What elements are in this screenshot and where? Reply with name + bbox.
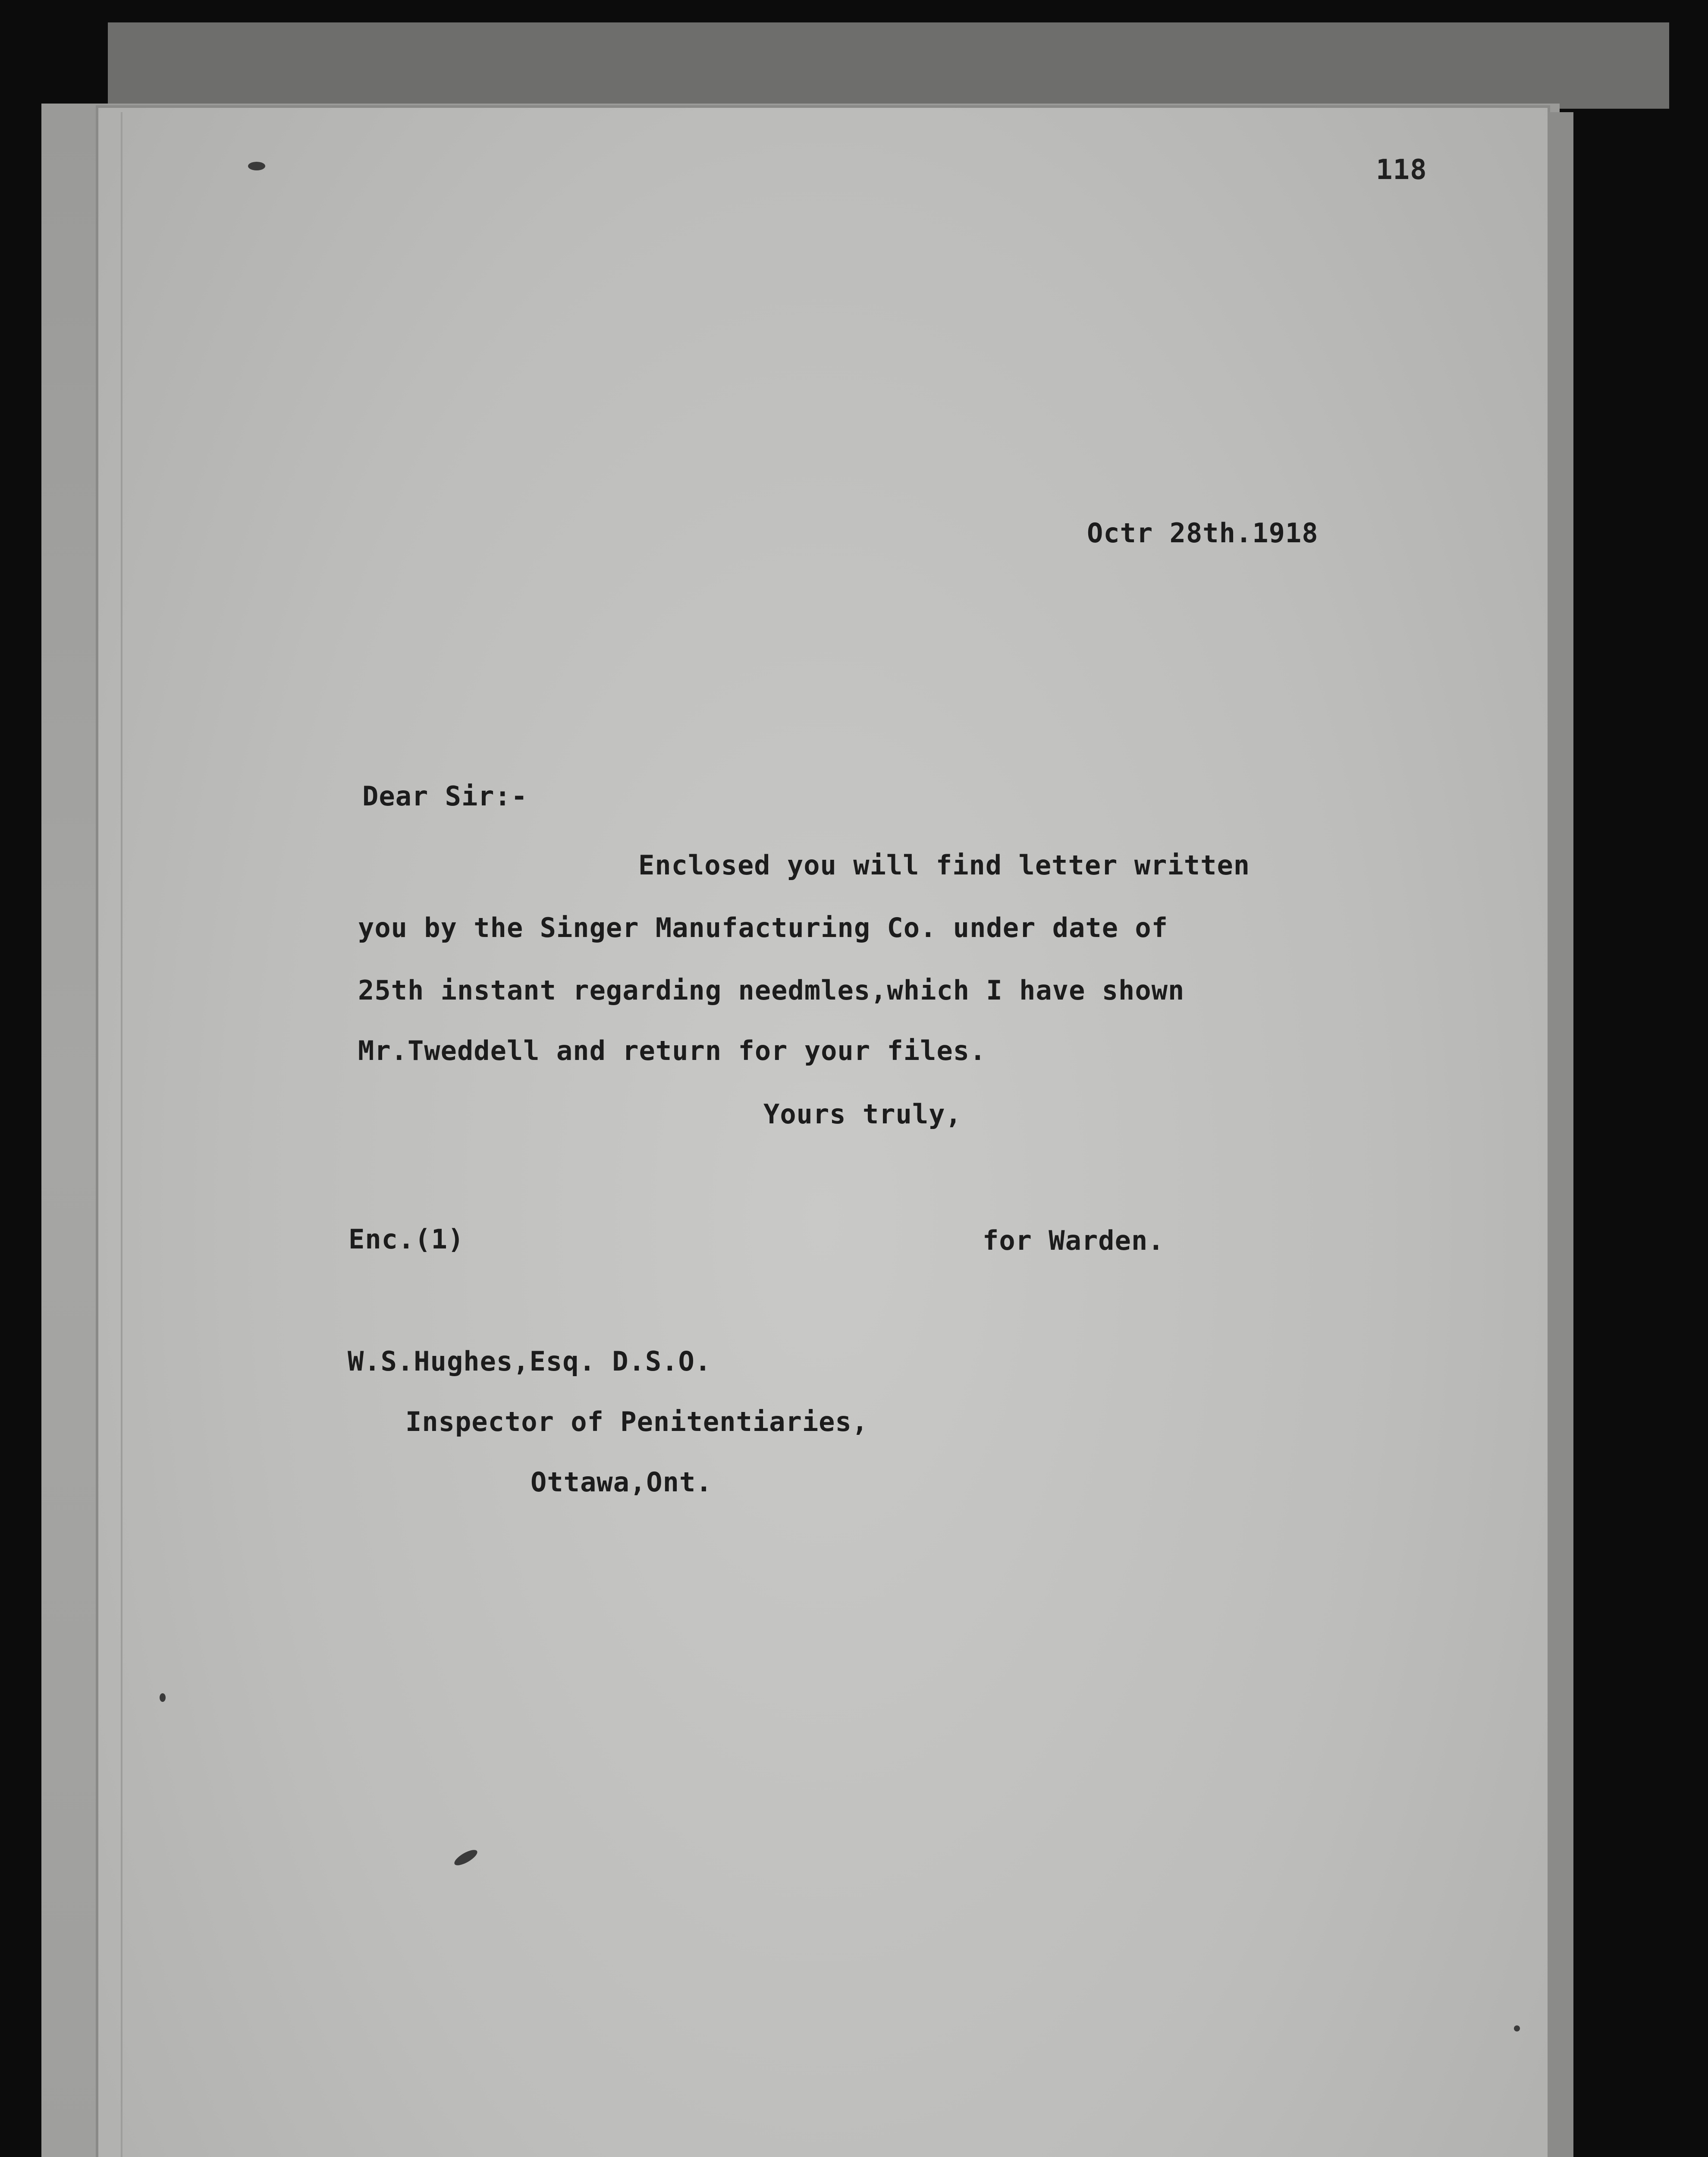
closing: Yours truly,: [763, 1098, 962, 1130]
ink-speck: [248, 162, 265, 170]
recipient-name: W.S.Hughes,Esq. D.S.O.: [348, 1346, 712, 1377]
ink-speck: [1514, 2025, 1520, 2031]
recipient-city: Ottawa,Ont.: [531, 1466, 713, 1498]
letter-date: Octr 28th.1918: [1087, 517, 1319, 549]
body-line: you by the Singer Manufacturing Co. under date of: [358, 912, 1168, 943]
ink-speck: [160, 1693, 166, 1702]
sheet-right-edge: [1548, 112, 1573, 2157]
scan-top-strip: [108, 22, 1669, 109]
letter-sheet: [98, 108, 1548, 2157]
salutation: Dear Sir:-: [362, 780, 528, 812]
enclosure-note: Enc.(1): [349, 1223, 465, 1255]
body-line: 25th instant regarding needmles,which I have shown: [358, 975, 1185, 1006]
body-line: Enclosed you will find letter written: [638, 849, 1250, 881]
sheet-fold-line: [121, 112, 122, 2157]
signature-line: for Warden.: [983, 1225, 1165, 1256]
recipient-title: Inspector of Penitentiaries,: [405, 1406, 869, 1437]
page-number: 118: [1376, 154, 1427, 186]
body-line: Mr.Tweddell and return for your files.: [358, 1035, 986, 1066]
